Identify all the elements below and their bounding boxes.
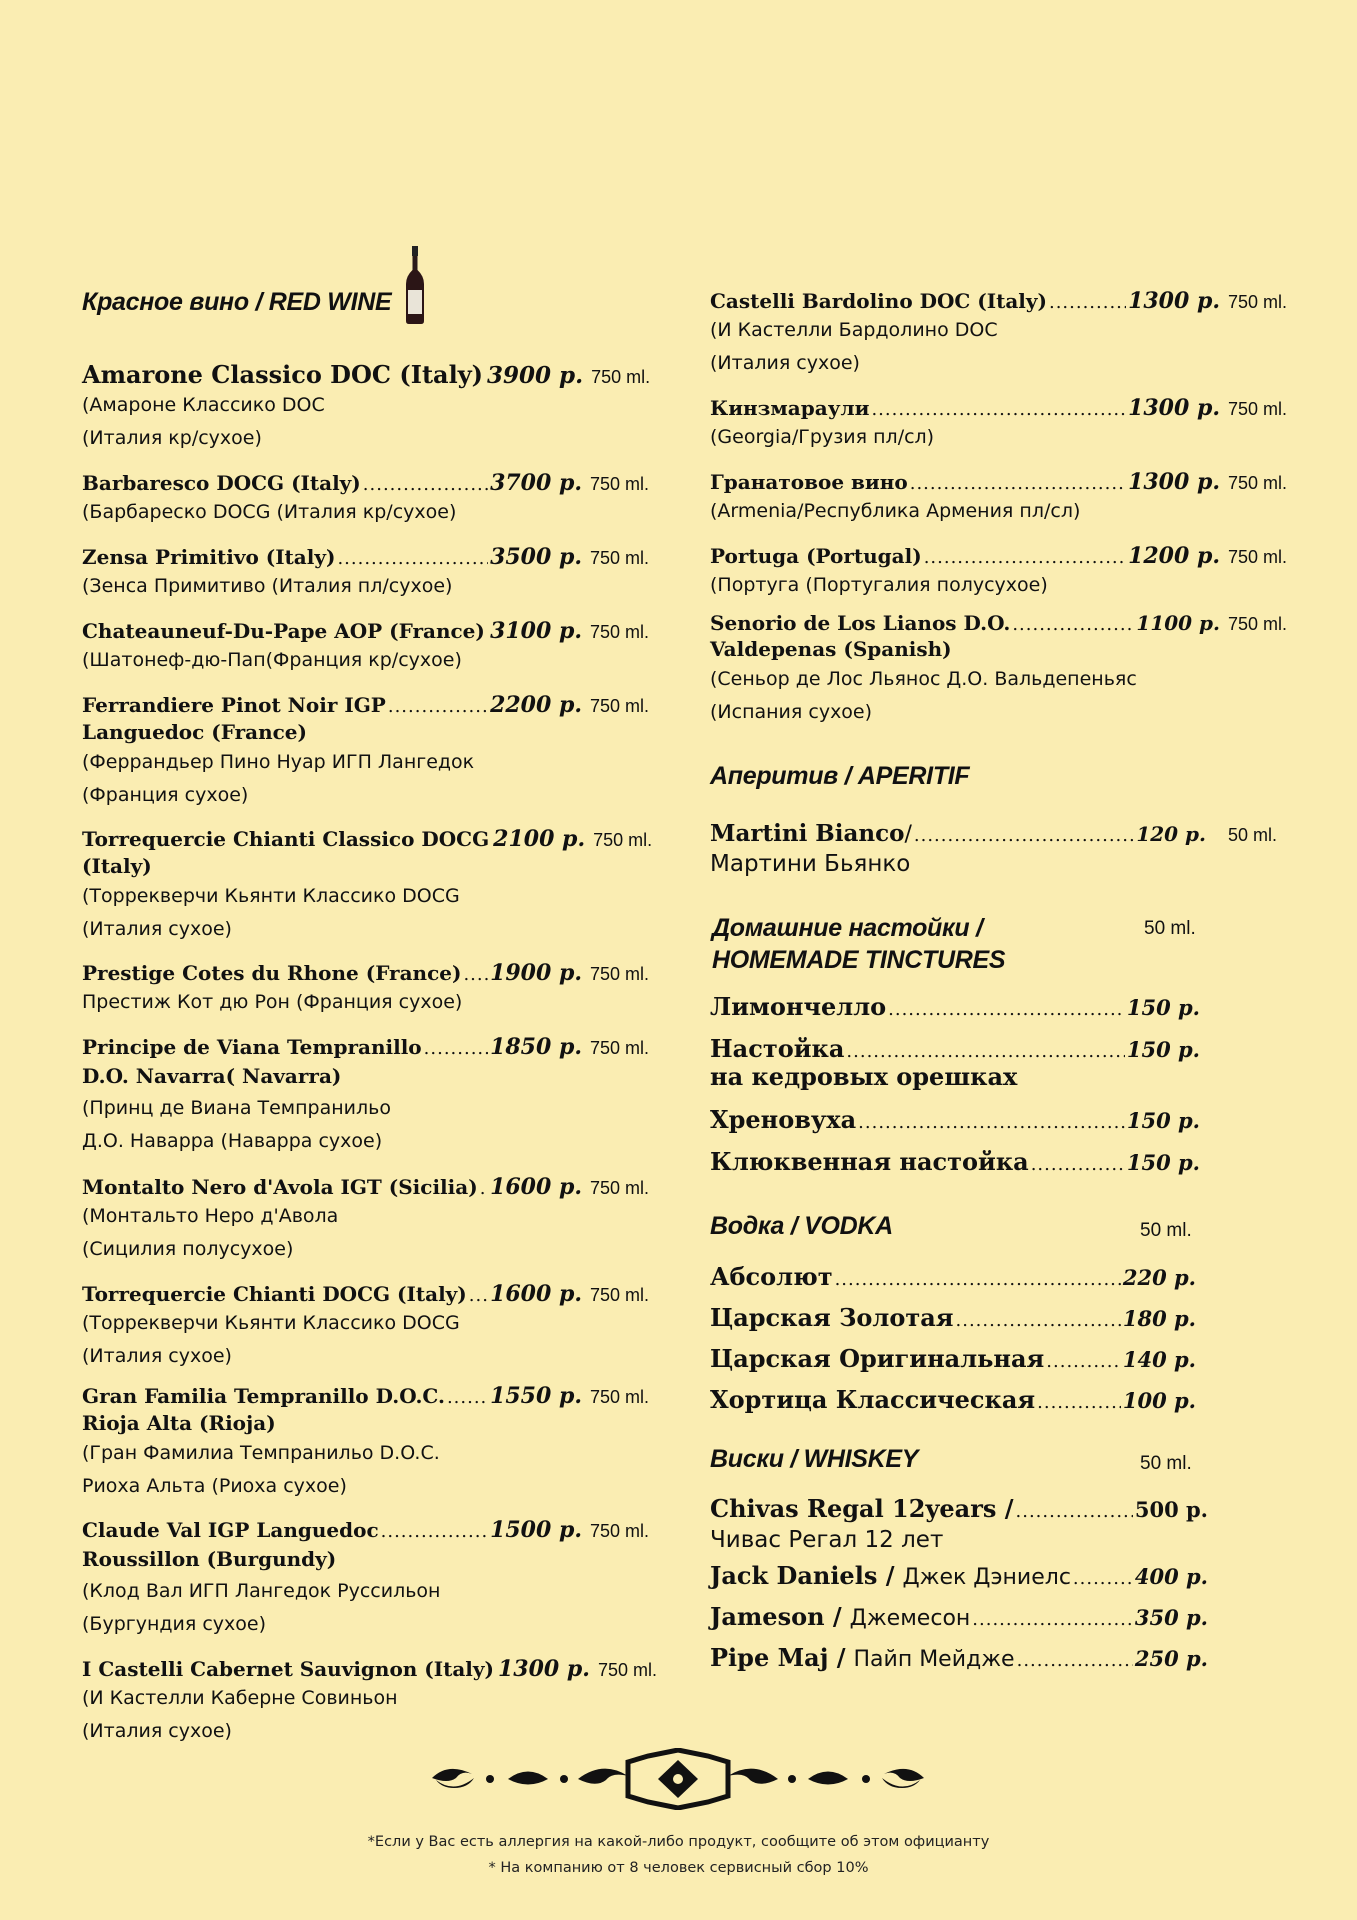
menu-item: Principe de Viana Tempranillo ..... 1850 р. 750 ml. D.O. Navarra( Navarra) (Принц де Виана Темпранильо Д.О. Наварра (Наварра сухое) <box>82 1034 652 1158</box>
menu-item: Montalto Nero d'Avola IGT (Sicilia) ..... 1600 р. 750 ml. (Монтальто Неро д'Авола (Сицилия полусухое) <box>82 1174 652 1266</box>
menu-item: Torrequercie Chianti DOCG (Italy) ..... 1600 р. 750 ml. (Торрекверчи Кьянти Классико DOCG (Италия сухое) <box>82 1281 652 1373</box>
menu-item: Portuga (Portugal) ..... 1200 р. 750 ml. (Португа (Португалия полусухое) <box>710 543 1290 602</box>
footnote-service-fee: * На компанию от 8 человек сервисный сбор 10% <box>488 1860 869 1876</box>
whiskey-list <box>710 1494 1208 1684</box>
menu-item: Chateauneuf-Du-Pape AOP (France) ..... 3100 р. 750 ml. (Шатонеф-дю-Пап(Франция кр/сухое) <box>82 618 652 677</box>
menu-item: Zensa Primitivo (Italy) ..... 3500 р. 750 ml. (Зенса Примитиво (Италия пл/сухое) <box>82 544 652 603</box>
menu-item: Лимончелло ..... 150 р. <box>710 992 1200 1034</box>
menu-item: Prestige Cotes du Rhone (France) ..... 1900 р. 750 ml. Престиж Кот дю Рон (Франция сухое) <box>82 960 652 1019</box>
menu-item: Jack Daniels / Джек Дэниелс ..... 400 р. <box>710 1561 1208 1602</box>
menu-item: Настойка ..... 150 р. <box>710 1034 1200 1063</box>
menu-item: Царская Оригинальная ..... 140 р. <box>710 1344 1196 1385</box>
menu-item: Senorio de Los Lianos D.O. ..... 1100 р. 750 ml. Valdepenas (Spanish) (Сеньор де Лос Льянос Д.О. Вальдепеньяс (Испания сухое) <box>710 611 1290 729</box>
menu-item: Царская Золотая ..... 180 р. <box>710 1303 1196 1344</box>
tinctures-list <box>710 992 1200 1189</box>
wine-bottle-icon <box>404 246 426 324</box>
menu-item: I Castelli Cabernet Sauvignon (Italy) 1300 р. 750 ml. (И Кастелли Каберне Совиньон (Италия сухое) <box>82 1656 657 1742</box>
menu-item-name2: на кедровых орешках <box>710 1062 1018 1091</box>
vodka-list <box>710 1262 1196 1426</box>
menu-item: Гранатовое вино ..... 1300 р. 750 ml. (Armenia/Республика Армения пл/сл) <box>710 469 1290 528</box>
menu-item: Pipe Maj / Пайп Мейдже ..... 250 р. <box>710 1643 1208 1684</box>
menu-item: Barbaresco DOCG (Italy) ..... 3700 р. 750 ml. (Барбареско DOCG (Италия кр/сухое) <box>82 470 652 529</box>
whiskey-volume: 50 ml. <box>1140 1453 1192 1474</box>
red-wine-title: Красное вино / RED WINE <box>82 288 392 316</box>
menu-item: Amarone Classico DOC (Italy) 3900 р. 750 ml. (Амароне Классико DOC (Италия кр/сухое) <box>82 360 651 449</box>
vodka-title: Водка / VODKA <box>710 1212 893 1240</box>
menu-item: Claude Val IGP Languedoc ..... 1500 р. 750 ml. Roussillon (Burgundy) (Клод Вал ИГП Лангедок Руссильон (Бургундия сухое) <box>82 1517 652 1641</box>
menu-item: Хреновуха ..... 150 р. <box>710 1105 1200 1147</box>
menu-item: Абсолют ..... 220 р. <box>710 1262 1196 1303</box>
ornament-divider <box>428 1748 928 1810</box>
menu-item: Torrequercie Chianti Classico DOCG 2100 р. 750 ml. (Italy) (Торрекверчи Кьянти Классико DOCG (Италия сухое) <box>82 826 653 940</box>
menu-item: Клюквенная настойка ..... 150 р. <box>710 1147 1200 1189</box>
menu-item: Jameson / Джемесон ..... 350 р. <box>710 1602 1208 1643</box>
aperitif-title: Аперитив / APERITIF <box>710 762 970 790</box>
menu-item: Ferrandiere Pinot Noir IGP ..... 2200 р. 750 ml. Languedoc (France) (Феррандьер Пино Нуар ИГП Лангедок (Франция сухое) <box>82 692 652 812</box>
whiskey-title: Виски / WHISKEY <box>710 1445 919 1473</box>
menu-item: Gran Familia Tempranillo D.O.C. ..... 1550 р. 750 ml. Rioja Alta (Rioja) (Гран Фамилиа Темпранильо D.O.C. Риоха Альта (Риоха сухое) <box>82 1383 652 1503</box>
menu-item: Кинзмараули ..... 1300 р. 750 ml. (Georgia/Грузия пл/сл) <box>710 395 1290 454</box>
tinctures-title: Домашние настойки / HOMEMADE TINCTURES <box>712 914 1006 974</box>
menu-item: Martini Bianco / ..... 120 р. 50 ml. Мартини Бьянко <box>710 820 1290 881</box>
menu-item-sub: Чивас Регал 12 лет <box>710 1527 944 1553</box>
tinctures-volume: 50 ml. <box>1144 918 1196 939</box>
menu-item: Chivas Regal 12years / ..... 500 р. <box>710 1494 1208 1523</box>
menu-item: Хортица Классическая ..... 100 р. <box>710 1385 1196 1426</box>
footnote-allergy: *Если у Вас есть аллергия на какой-либо продукт, сообщите об этом официанту <box>367 1834 990 1850</box>
menu-item: Castelli Bardolino DOC (Italy) ..... 1300 р. 750 ml. (И Кастелли Бардолино DOC (Италия сухое) <box>710 288 1290 380</box>
vodka-volume: 50 ml. <box>1140 1220 1192 1241</box>
